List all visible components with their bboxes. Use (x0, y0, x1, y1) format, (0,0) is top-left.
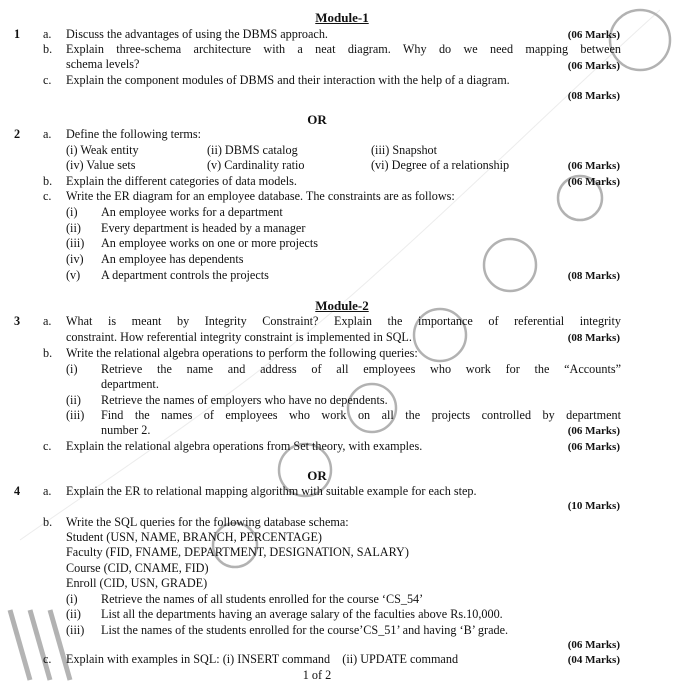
q2c-item-text: Every department is headed by a manager (101, 221, 306, 235)
q2c-item-number: (ii) (66, 221, 81, 235)
q1b-label: b. (43, 42, 53, 56)
q1a-text: Discuss the advantages of using the DBMS approach. (66, 27, 328, 41)
q2c-item-number: (iii) (66, 236, 85, 250)
schema-faculty: Faculty (FID, FNAME, DEPARTMENT, DESIGNATION, SALARY) (66, 545, 409, 559)
schema-student: Student (USN, NAME, BRANCH, PERCENTAGE) (66, 530, 322, 544)
q1c-label: c. (43, 73, 52, 87)
q3c-marks: (06 Marks) (567, 441, 620, 453)
q3b-i-number: (i) (66, 362, 78, 376)
schema-enroll: Enroll (CID, USN, GRADE) (66, 576, 208, 590)
q4b-i-text: Retrieve the names of all students enrolled for the course ‘CS_54’ (101, 592, 424, 606)
q1b-marks: (06 Marks) (567, 60, 620, 72)
q2a-label: a. (43, 127, 52, 141)
q3a-line1: What is meant by Integrity Constraint? Explain the importance of referential integrity (66, 314, 621, 328)
q1b-line2: schema levels? (66, 57, 140, 71)
q1a-marks: (06 Marks) (567, 29, 620, 41)
q4c-text: Explain with examples in SQL: (i) INSERT command (ii) UPDATE command (66, 652, 459, 666)
or-divider-1: OR (307, 112, 327, 127)
q4c-label: c. (43, 652, 52, 666)
q3b-text: Write the relational algebra operations to perform the following queries: (66, 346, 418, 360)
q1c-marks: (08 Marks) (567, 90, 620, 102)
module-1-title: Module-1 (315, 10, 369, 25)
q2c-marks: (08 Marks) (567, 270, 620, 282)
q4b-i-number: (i) (66, 592, 78, 606)
q2c-item-number: (iv) (66, 252, 84, 266)
q2a-term-6: (vi) Degree of a relationship (371, 158, 510, 172)
q2a-term-5: (v) Cardinality ratio (207, 158, 305, 172)
q3b-iii-line2: number 2. (101, 423, 151, 437)
q2c-item-number: (i) (66, 205, 78, 219)
schema-course: Course (CID, CNAME, FID) (66, 561, 209, 575)
q4b-marks: (06 Marks) (567, 639, 620, 651)
q3b-i-line1: Retrieve the name and address of all employees who work for the “Accounts” (101, 362, 621, 376)
q3b-i-line2: department. (101, 377, 159, 391)
q2c-item-number: (v) (66, 268, 81, 282)
q3c-label: c. (43, 439, 52, 453)
q4b-ii-number: (ii) (66, 607, 81, 621)
question-3-number: 3 (14, 314, 21, 328)
q4a-text: Explain the ER to relational mapping algorithm with suitable example for each step. (66, 484, 477, 498)
q3b-label: b. (43, 346, 53, 360)
q4b-text: Write the SQL queries for the following database schema: (66, 515, 349, 529)
q3b-iii-number: (iii) (66, 408, 85, 422)
q4b-iii-number: (iii) (66, 623, 85, 637)
q4b-iii-text: List the names of the students enrolled for the course’CS_51’ and having ‘B’ grade. (101, 623, 509, 637)
q2c-item-text: An employee has dependents (101, 252, 244, 266)
q3b-ii-number: (ii) (66, 393, 81, 407)
page-number: 1 of 2 (302, 668, 332, 682)
or-divider-2: OR (307, 468, 327, 483)
question-4-number: 4 (14, 484, 21, 498)
q2c-item-text: An employee works for a department (101, 205, 283, 219)
q2c-item-text: An employee works on one or more projects (101, 236, 318, 250)
q3c-text: Explain the relational algebra operations from Set theory, with examples. (66, 439, 423, 453)
module-2-title: Module-2 (315, 298, 369, 313)
q2b-marks: (06 Marks) (567, 176, 620, 188)
q1a-label: a. (43, 27, 52, 41)
q2a-term-2: (ii) DBMS catalog (207, 143, 298, 157)
q4b-ii-text: List all the departments having an average salary of the faculties above Rs.10,000. (101, 607, 503, 621)
q2c-text: Write the ER diagram for an employee database. The constraints are as follows: (66, 189, 455, 203)
q3b-iii-line1: Find the names of employees who work on all the projects controlled by department (101, 408, 621, 422)
q4c-marks: (04 Marks) (567, 654, 620, 666)
q2a-text: Define the following terms: (66, 127, 202, 141)
question-1-number: 1 (14, 27, 21, 41)
q2a-term-3: (iii) Snapshot (371, 143, 438, 157)
q2a-term-1: (i) Weak entity (66, 143, 139, 157)
q3b-marks: (06 Marks) (567, 425, 620, 437)
q3a-marks: (08 Marks) (567, 332, 620, 344)
q3a-label: a. (43, 314, 52, 328)
q3b-ii-text: Retrieve the names of employers who have no dependents. (101, 393, 388, 407)
q2c-label: c. (43, 189, 52, 203)
q4a-label: a. (43, 484, 52, 498)
q2a-marks: (06 Marks) (567, 160, 620, 172)
q2b-label: b. (43, 174, 53, 188)
q4a-marks: (10 Marks) (567, 500, 620, 512)
q1b-line1: Explain three-schema architecture with a neat diagram. Why do we need mapping between (66, 42, 621, 56)
q2a-term-4: (iv) Value sets (66, 158, 136, 172)
q1c-text: Explain the component modules of DBMS and their interaction with the help of a diagram. (66, 73, 510, 87)
q4b-label: b. (43, 515, 53, 529)
q2b-text: Explain the different categories of data models. (66, 174, 297, 188)
question-2-number: 2 (14, 127, 21, 141)
q3a-line2: constraint. How referential integrity constraint is implemented in SQL. (66, 330, 412, 344)
q2c-item-text: A department controls the projects (101, 268, 269, 282)
